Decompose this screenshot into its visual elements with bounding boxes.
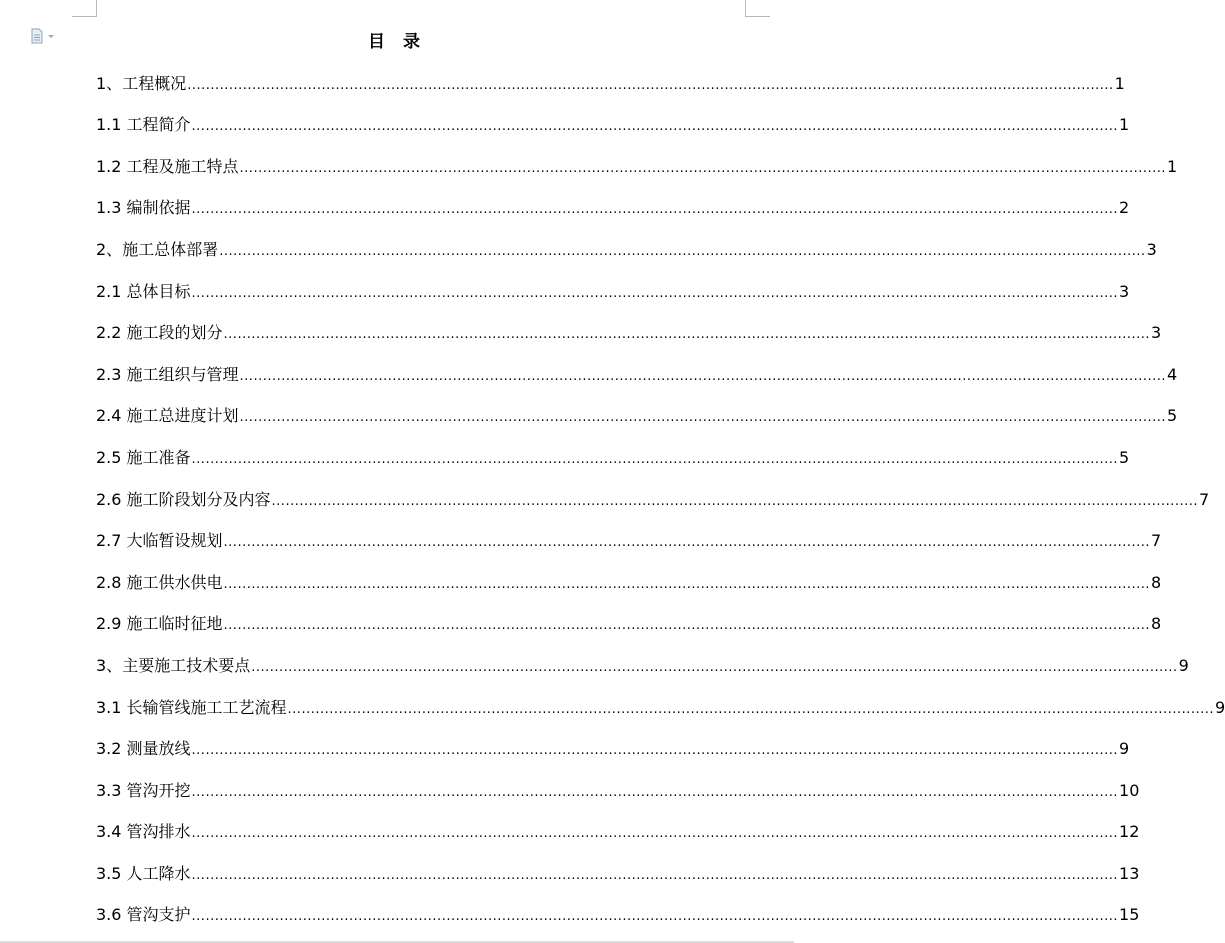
toc-dot-leader: ........................................................................................................................................................................................................	[191, 285, 1119, 301]
toc-dot-leader: ........................................................................................................................................................................................................	[191, 909, 1119, 925]
toc-entry-title: 管沟支护	[126, 905, 191, 925]
toc-entry-title: 施工供水供电	[126, 572, 223, 592]
toc-dot-leader: ........................................................................................................................................................................................................	[191, 743, 1119, 759]
toc-dot-leader: ........................................................................................................................................................................................................	[223, 576, 1151, 592]
toc-entry-page: 12	[1119, 822, 1140, 842]
toc-entry-title: 总体目标	[126, 281, 191, 301]
toc-entry-number: 3.6	[96, 905, 127, 925]
toc-entry-page: 1	[1119, 115, 1130, 135]
toc-entry[interactable]	[96, 765, 1140, 807]
toc-entry-title: 工程及施工特点	[126, 156, 239, 176]
toc-entry[interactable]	[96, 682, 1225, 724]
toc-dot-leader: ........................................................................................................................................................................................................	[287, 701, 1215, 717]
toc-entry[interactable]	[96, 58, 1125, 100]
toc-entry[interactable]	[96, 308, 1162, 350]
toc-entry-page: 3	[1119, 281, 1130, 301]
toc-entry-title: 编制依据	[126, 198, 191, 218]
toc-entry[interactable]	[96, 432, 1130, 474]
toc-dot-leader: ........................................................................................................................................................................................................	[239, 410, 1167, 426]
toc-entry[interactable]	[96, 724, 1130, 766]
toc-entry[interactable]	[96, 807, 1140, 849]
toc-entry-title: 大临暂设规划	[126, 531, 223, 551]
toc-entry-title: 工程概况	[122, 73, 187, 93]
toc-dot-leader: ........................................................................................................................................................................................................	[191, 867, 1119, 883]
toc-entry-title: 施工总体部署	[122, 239, 219, 259]
toc-dot-leader: ........................................................................................................................................................................................................	[191, 119, 1119, 135]
toc-dot-leader: ........................................................................................................................................................................................................	[223, 618, 1151, 634]
toc-entry-number: 2.5	[96, 447, 127, 467]
toc-entry-number: 3.1	[96, 697, 127, 717]
toc-entry-title: 施工临时征地	[126, 614, 223, 634]
toc-entry-title: 管沟开挖	[126, 780, 191, 800]
margin-corner-top-right	[745, 0, 770, 17]
toc-entry-number: 3.4	[96, 822, 127, 842]
toc-dot-leader: ........................................................................................................................................................................................................	[239, 368, 1167, 384]
toc-title: 目 录	[368, 32, 426, 52]
toc-entry-title: 主要施工技术要点	[122, 655, 251, 675]
toc-entry[interactable]	[96, 266, 1130, 308]
toc-entry-number: 1.1	[96, 115, 127, 135]
toc-dot-leader: ........................................................................................................................................................................................................	[239, 160, 1167, 176]
toc-entry-title: 施工阶段划分及内容	[126, 489, 271, 509]
toc-entry[interactable]	[96, 640, 1189, 682]
toc-entry-number: 2.3	[96, 364, 127, 384]
toc-entry-page: 3	[1151, 323, 1162, 343]
toc-entry-number: 3.2	[96, 739, 127, 759]
toc-entry-number: 3、	[96, 655, 123, 675]
toc-entry-number: 2.1	[96, 281, 127, 301]
toc-entry[interactable]	[96, 141, 1178, 183]
toc-dot-leader: ........................................................................................................................................................................................................	[191, 202, 1119, 218]
toc-entry[interactable]	[96, 100, 1130, 142]
toc-dot-leader: ........................................................................................................................................................................................................	[191, 451, 1119, 467]
toc-entry-number: 1.2	[96, 156, 127, 176]
toc-entry-page: 15	[1119, 905, 1140, 925]
toc-dot-leader: ........................................................................................................................................................................................................	[191, 784, 1119, 800]
toc-entry-page: 7	[1151, 531, 1162, 551]
toc-entry[interactable]	[96, 599, 1162, 641]
table-of-contents	[96, 58, 1225, 931]
toc-entry-page: 8	[1151, 614, 1162, 634]
toc-entry-number: 2、	[96, 239, 123, 259]
toc-entry-page: 2	[1119, 198, 1130, 218]
toc-entry[interactable]	[96, 349, 1178, 391]
toc-entry-title: 测量放线	[126, 739, 191, 759]
toc-entry-page: 9	[1119, 739, 1130, 759]
toc-entry-number: 3.5	[96, 863, 127, 883]
toc-entry-title: 人工降水	[126, 863, 191, 883]
toc-entry-number: 2.2	[96, 323, 127, 343]
toc-entry-page: 1	[1114, 73, 1125, 93]
toc-entry-title: 施工总进度计划	[126, 406, 239, 426]
toc-entry-page: 9	[1178, 655, 1189, 675]
toc-entry[interactable]	[96, 183, 1130, 225]
toc-dot-leader: ........................................................................................................................................................................................................	[223, 535, 1151, 551]
toc-entry-number: 1.3	[96, 198, 127, 218]
toc-entry[interactable]	[96, 224, 1157, 266]
toc-entry-title: 管沟排水	[126, 822, 191, 842]
toc-entry-page: 3	[1146, 239, 1157, 259]
toc-dot-leader: ........................................................................................................................................................................................................	[251, 659, 1178, 675]
toc-entry-number: 2.7	[96, 531, 127, 551]
toc-entry-title: 施工准备	[126, 447, 191, 467]
toc-entry[interactable]	[96, 848, 1140, 890]
toc-entry-title: 工程简介	[126, 115, 191, 135]
toc-entry-number: 2.9	[96, 614, 127, 634]
toc-entry-title: 长输管线施工工艺流程	[126, 697, 287, 717]
toc-entry[interactable]	[96, 557, 1162, 599]
toc-entry-number: 1、	[96, 73, 123, 93]
toc-entry-page: 8	[1151, 572, 1162, 592]
toc-entry-page: 5	[1119, 447, 1130, 467]
toc-entry-page: 7	[1199, 489, 1210, 509]
toc-entry-page: 13	[1119, 863, 1140, 883]
toc-entry-number: 2.6	[96, 489, 127, 509]
toc-entry[interactable]	[96, 474, 1210, 516]
toc-dot-leader: ........................................................................................................................................................................................................	[187, 77, 1114, 93]
toc-entry[interactable]	[96, 391, 1178, 433]
toc-entry-title: 施工段的划分	[126, 323, 223, 343]
toc-entry-number: 2.4	[96, 406, 127, 426]
toc-dot-leader: ........................................................................................................................................................................................................	[191, 826, 1119, 842]
toc-dot-leader: ........................................................................................................................................................................................................	[271, 493, 1199, 509]
toc-entry-page: 10	[1119, 780, 1140, 800]
toc-entry[interactable]	[96, 516, 1162, 558]
toc-entry-page: 1	[1167, 156, 1178, 176]
toc-entry[interactable]	[96, 890, 1140, 932]
toc-entry-number: 2.8	[96, 572, 127, 592]
toc-entry-title: 施工组织与管理	[126, 364, 239, 384]
toc-entry-page: 5	[1167, 406, 1178, 426]
toc-entry-page: 4	[1167, 364, 1178, 384]
toc-dot-leader: ........................................................................................................................................................................................................	[223, 327, 1151, 343]
margin-corner-top-left	[72, 0, 97, 17]
toc-dot-leader: ........................................................................................................................................................................................................	[219, 243, 1146, 259]
toc-entry-page: 9	[1215, 697, 1225, 717]
toc-entry-number: 3.3	[96, 780, 127, 800]
